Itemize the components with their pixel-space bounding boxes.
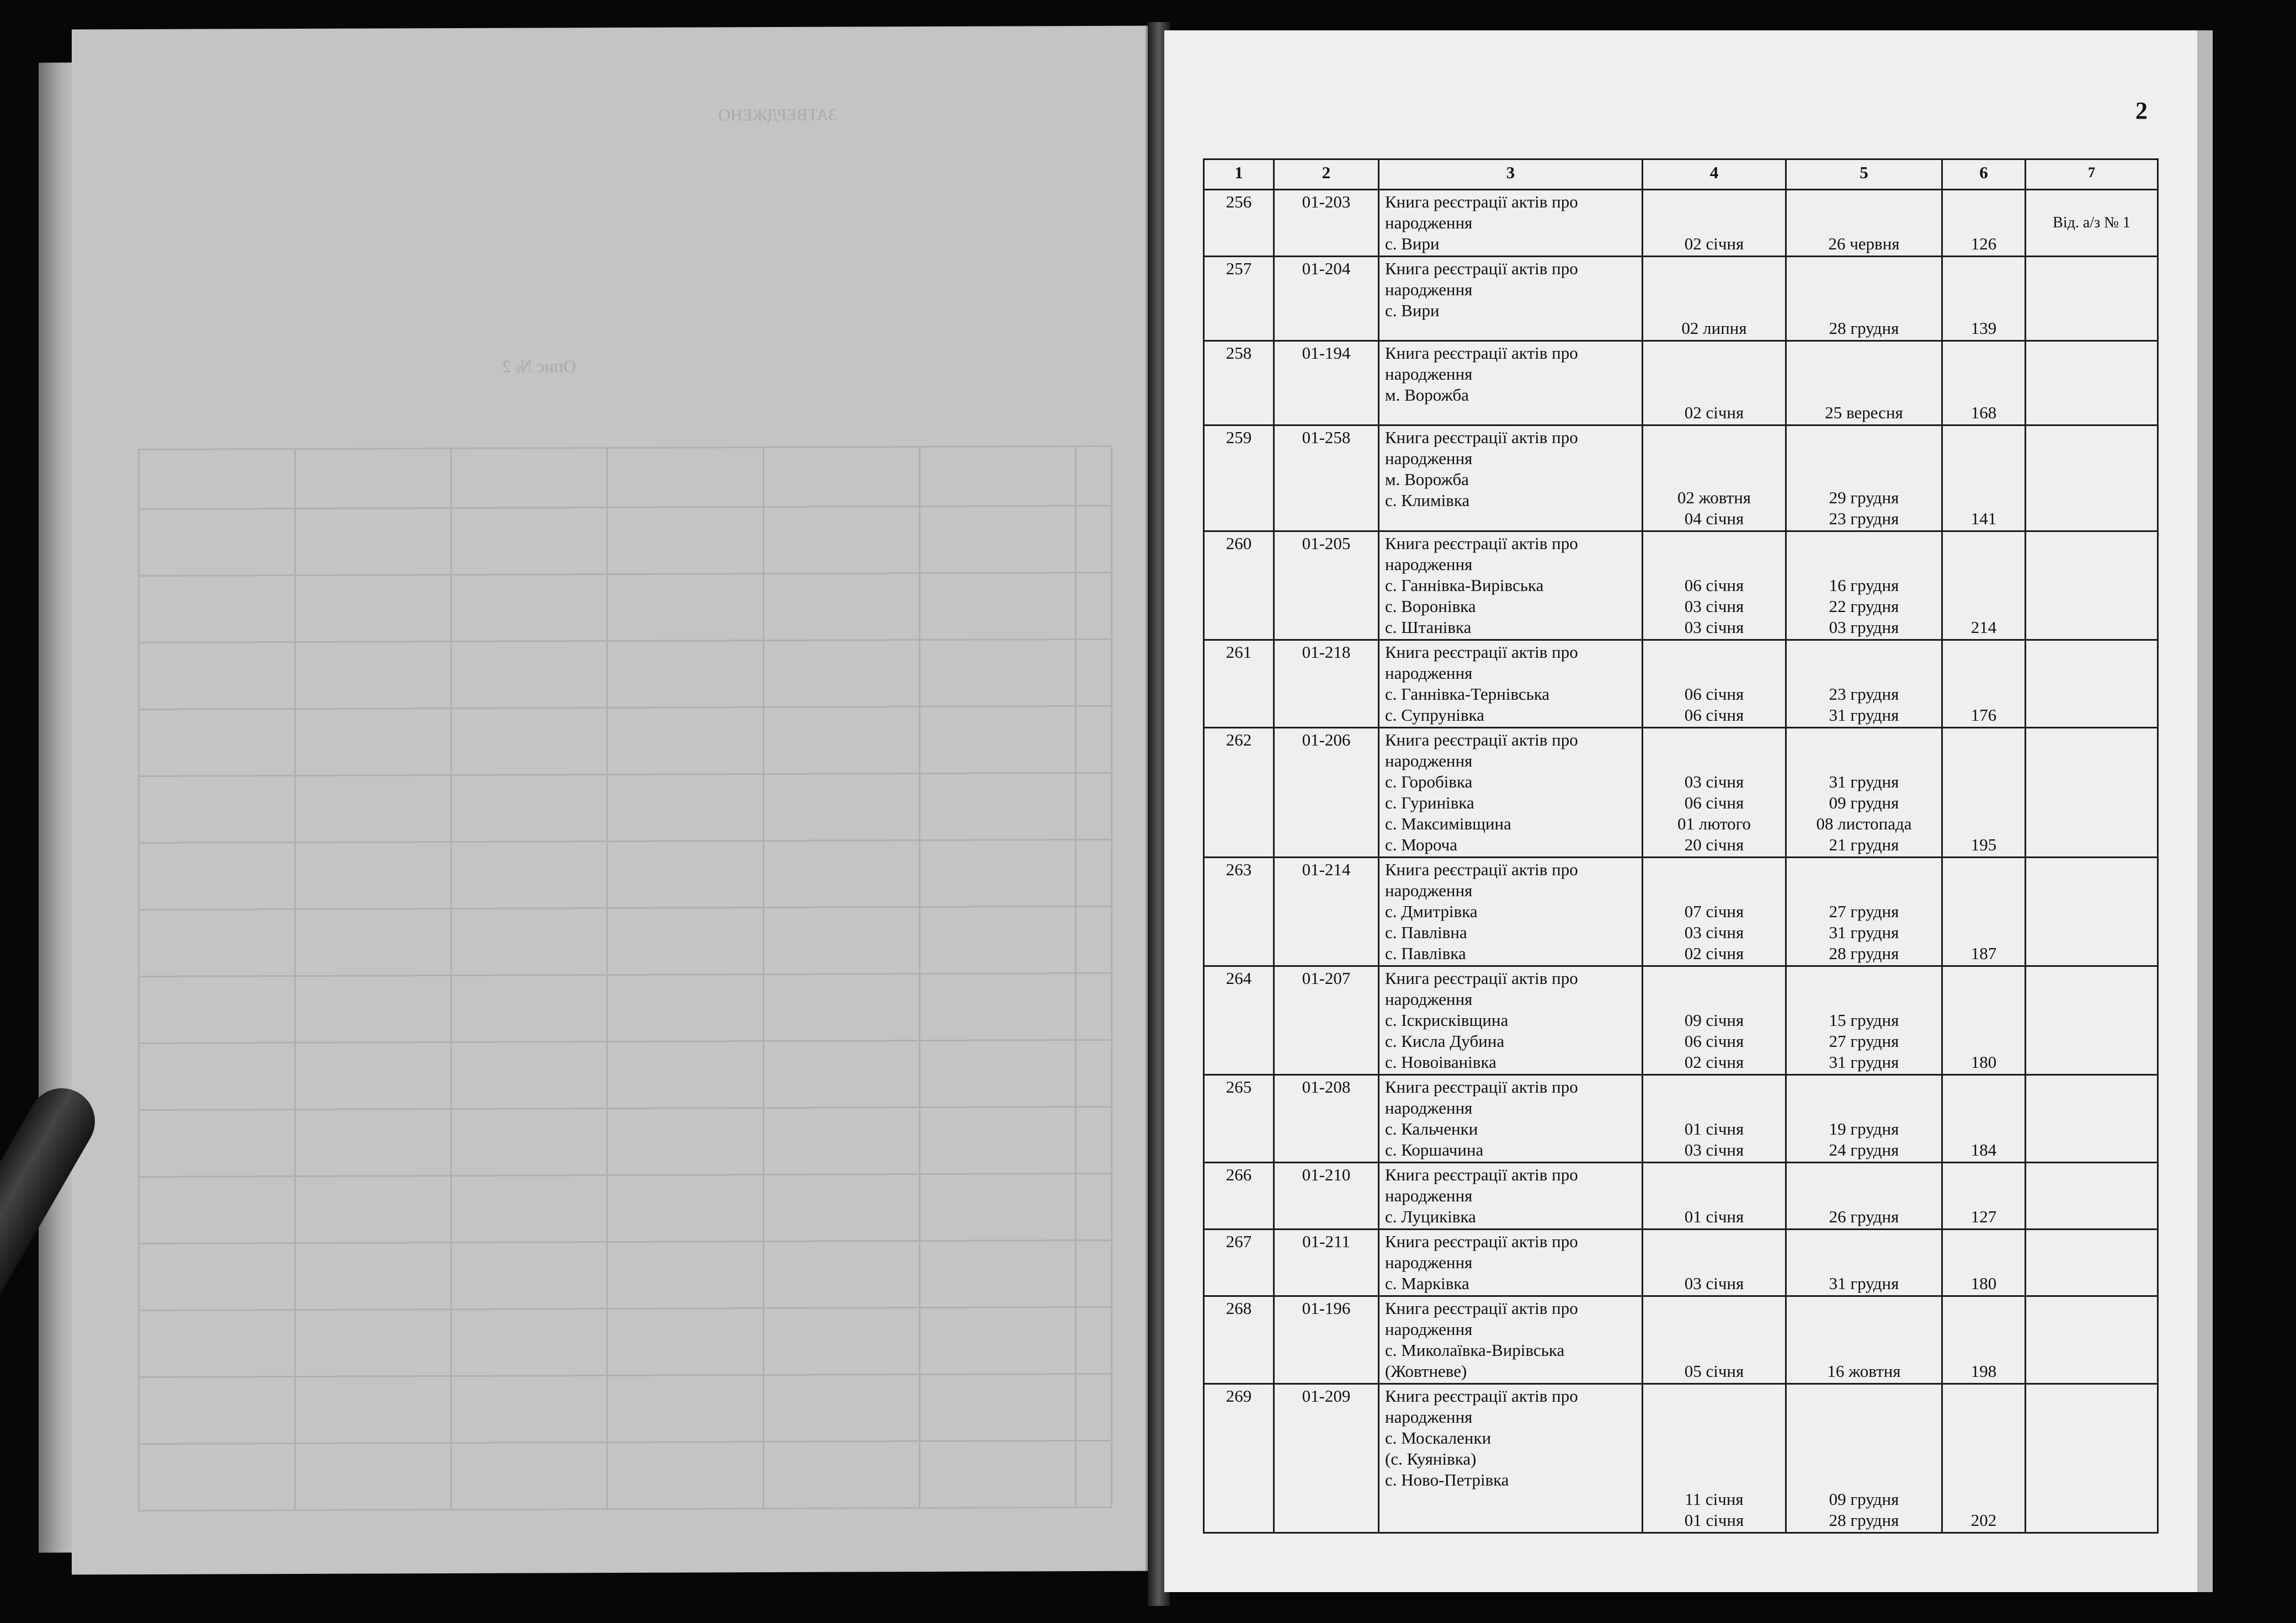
case-title-line: народження bbox=[1385, 1407, 1473, 1427]
case-title-line: народження bbox=[1385, 449, 1473, 468]
end-dates-line: 21 грудня bbox=[1829, 835, 1899, 854]
page-count: 168 bbox=[1942, 341, 2026, 425]
start-dates-line: 03 січня bbox=[1684, 772, 1744, 791]
start-dates bbox=[1643, 640, 1786, 728]
case-title bbox=[1379, 190, 1643, 257]
case-title-line: с. Мороча bbox=[1385, 835, 1458, 854]
case-title-line: с. Миколаївка-Вирівська bbox=[1385, 1340, 1565, 1360]
case-title-line: с. Вири bbox=[1385, 301, 1440, 320]
case-title-line: Книга реєстрації актів про bbox=[1385, 428, 1578, 447]
row-number: 268 bbox=[1204, 1296, 1274, 1384]
case-title-line: народження bbox=[1385, 1319, 1473, 1339]
case-title bbox=[1379, 1296, 1643, 1384]
case-title-line: Книга реєстрації актів про bbox=[1385, 343, 1578, 363]
page-count: 141 bbox=[1942, 425, 2026, 531]
case-title-line: Книга реєстрації актів про bbox=[1385, 860, 1578, 879]
case-title-line: с. Марківка bbox=[1385, 1274, 1469, 1293]
case-title-line: с. Коршачина bbox=[1385, 1140, 1484, 1159]
case-title bbox=[1379, 1230, 1643, 1296]
notes bbox=[2026, 1384, 2158, 1533]
table-row bbox=[1204, 640, 2158, 728]
case-title-line: Книга реєстрації актів про bbox=[1385, 534, 1578, 553]
notes: Від. а/з № 1 bbox=[2026, 190, 2158, 257]
row-number: 261 bbox=[1204, 640, 1274, 728]
table-row bbox=[1204, 1230, 2158, 1296]
case-title-line: с. Луциківка bbox=[1385, 1207, 1476, 1226]
end-dates bbox=[1786, 190, 1942, 257]
end-dates-line: 28 грудня bbox=[1829, 944, 1899, 963]
end-dates-line: 29 грудня bbox=[1829, 488, 1899, 507]
case-title bbox=[1379, 1075, 1643, 1163]
table-row bbox=[1204, 531, 2158, 640]
case-title-line: народження bbox=[1385, 751, 1473, 770]
case-title bbox=[1379, 640, 1643, 728]
page-edge-stack bbox=[39, 62, 72, 1552]
case-title-line: с. Павлівна bbox=[1385, 923, 1467, 942]
end-dates-line: 27 грудня bbox=[1829, 902, 1899, 921]
case-title-line: с. Горобівка bbox=[1385, 772, 1473, 791]
case-title-line: народження bbox=[1385, 213, 1473, 232]
col-header-7: 7 bbox=[2026, 159, 2158, 190]
case-title-line: Книга реєстрації актів про bbox=[1385, 1386, 1578, 1406]
notes bbox=[2026, 1296, 2158, 1384]
case-title-line: народження bbox=[1385, 555, 1473, 574]
end-dates bbox=[1786, 257, 1942, 341]
end-dates-line: 24 грудня bbox=[1829, 1140, 1899, 1159]
notes bbox=[2026, 640, 2158, 728]
start-dates bbox=[1643, 190, 1786, 257]
row-number: 266 bbox=[1204, 1163, 1274, 1230]
row-number: 259 bbox=[1204, 425, 1274, 531]
page-count: 127 bbox=[1942, 1163, 2026, 1230]
case-title-line: с. Климівка bbox=[1385, 491, 1470, 510]
case-title-line: Книга реєстрації актів про bbox=[1385, 259, 1578, 278]
start-dates bbox=[1643, 858, 1786, 966]
case-title-line: с. Супрунівка bbox=[1385, 705, 1485, 725]
col-header-2: 2 bbox=[1274, 159, 1379, 190]
case-code: 01-218 bbox=[1274, 640, 1379, 728]
case-title-line: (Жовтневе) bbox=[1385, 1361, 1467, 1381]
col-header-5: 5 bbox=[1786, 159, 1942, 190]
end-dates bbox=[1786, 1163, 1942, 1230]
case-title-line: Книга реєстрації актів про bbox=[1385, 969, 1578, 988]
row-number: 269 bbox=[1204, 1384, 1274, 1533]
case-code: 01-194 bbox=[1274, 341, 1379, 425]
end-dates-line: 31 грудня bbox=[1829, 772, 1899, 791]
row-number: 258 bbox=[1204, 341, 1274, 425]
left-page bbox=[72, 26, 1153, 1575]
table-row bbox=[1204, 966, 2158, 1075]
start-dates-line: 03 січня bbox=[1684, 1274, 1744, 1293]
start-dates-line: 01 лютого bbox=[1677, 814, 1751, 833]
row-number: 264 bbox=[1204, 966, 1274, 1075]
case-title-line: с. Ганнівка-Вирівська bbox=[1385, 576, 1544, 595]
case-title-line: с. Вири bbox=[1385, 234, 1440, 253]
end-dates-line: 03 грудня bbox=[1829, 618, 1899, 637]
case-title-line: Книга реєстрації актів про bbox=[1385, 730, 1578, 749]
start-dates-line: 03 січня bbox=[1684, 618, 1744, 637]
case-title-line: народження bbox=[1385, 1186, 1473, 1205]
notes bbox=[2026, 257, 2158, 341]
start-dates-line: 02 жовтня bbox=[1677, 488, 1751, 507]
page-count: 180 bbox=[1942, 1230, 2026, 1296]
case-title-line: Книга реєстрації актів про bbox=[1385, 1077, 1578, 1097]
start-dates bbox=[1643, 966, 1786, 1075]
col-header-3: 3 bbox=[1379, 159, 1643, 190]
case-title-line: Книга реєстрації актів про bbox=[1385, 192, 1578, 211]
case-title-line: с. Іскрисківщина bbox=[1385, 1010, 1509, 1030]
case-title-line: народження bbox=[1385, 989, 1473, 1009]
row-number: 267 bbox=[1204, 1230, 1274, 1296]
case-code: 01-196 bbox=[1274, 1296, 1379, 1384]
table-row bbox=[1204, 341, 2158, 425]
start-dates-line: 03 січня bbox=[1684, 1140, 1744, 1159]
case-code: 01-208 bbox=[1274, 1075, 1379, 1163]
case-title-line: с. Воронівка bbox=[1385, 597, 1476, 616]
end-dates-line: 28 грудня bbox=[1829, 1510, 1899, 1530]
start-dates bbox=[1643, 1230, 1786, 1296]
case-title-line: с. Кальченки bbox=[1385, 1119, 1478, 1138]
case-title-line: с. Кисла Дубина bbox=[1385, 1031, 1505, 1051]
start-dates-line: 01 січня bbox=[1684, 1510, 1744, 1530]
mirrored-inventory-title: Опис № 2 bbox=[502, 356, 577, 376]
col-header-4: 4 bbox=[1643, 159, 1786, 190]
case-title-line: с. Ганнівка-Тернівська bbox=[1385, 684, 1550, 704]
case-title-line: народження bbox=[1385, 1253, 1473, 1272]
case-title-line: с. Павлівка bbox=[1385, 944, 1466, 963]
case-title-line: народження bbox=[1385, 364, 1473, 384]
page-count: 139 bbox=[1942, 257, 2026, 341]
notes bbox=[2026, 1230, 2158, 1296]
end-dates bbox=[1786, 1075, 1942, 1163]
start-dates-line: 06 січня bbox=[1684, 576, 1744, 595]
start-dates-line: 03 січня bbox=[1684, 923, 1744, 942]
start-dates bbox=[1643, 341, 1786, 425]
end-dates bbox=[1786, 858, 1942, 966]
case-title bbox=[1379, 531, 1643, 640]
case-title bbox=[1379, 341, 1643, 425]
start-dates-line: 04 січня bbox=[1684, 509, 1744, 528]
notes bbox=[2026, 1163, 2158, 1230]
row-number: 265 bbox=[1204, 1075, 1274, 1163]
start-dates-line: 11 січня bbox=[1685, 1489, 1744, 1509]
notes bbox=[2026, 1075, 2158, 1163]
table-row bbox=[1204, 1075, 2158, 1163]
start-dates-line: 06 січня bbox=[1684, 793, 1744, 812]
end-dates-line: 27 грудня bbox=[1829, 1031, 1899, 1051]
case-title-line: с. Москаленки bbox=[1385, 1428, 1491, 1448]
start-dates bbox=[1643, 1296, 1786, 1384]
row-number: 256 bbox=[1204, 190, 1274, 257]
end-dates bbox=[1786, 1296, 1942, 1384]
end-dates-line: 16 грудня bbox=[1829, 576, 1899, 595]
end-dates bbox=[1786, 1230, 1942, 1296]
end-dates-line: 15 грудня bbox=[1829, 1010, 1899, 1030]
case-title-line: Книга реєстрації актів про bbox=[1385, 642, 1578, 662]
start-dates-line: 03 січня bbox=[1684, 597, 1744, 616]
page-number: 2 bbox=[2135, 97, 2148, 124]
table-row bbox=[1204, 257, 2158, 341]
case-code: 01-258 bbox=[1274, 425, 1379, 531]
start-dates-line: 01 січня bbox=[1684, 1207, 1744, 1226]
table-row bbox=[1204, 190, 2158, 257]
start-dates-line: 02 січня bbox=[1684, 403, 1744, 422]
notes bbox=[2026, 425, 2158, 531]
page-count: 195 bbox=[1942, 728, 2026, 858]
table-row bbox=[1204, 1296, 2158, 1384]
start-dates bbox=[1643, 531, 1786, 640]
case-title bbox=[1379, 1384, 1643, 1533]
mirrored-table-bleedthrough bbox=[138, 445, 1112, 1512]
start-dates bbox=[1643, 1163, 1786, 1230]
case-title-line: народження bbox=[1385, 280, 1473, 299]
end-dates-line: 28 грудня bbox=[1829, 318, 1899, 338]
case-title-line: с. Ново-Петрівка bbox=[1385, 1470, 1509, 1489]
start-dates-line: 02 липня bbox=[1681, 318, 1747, 338]
table-header-row bbox=[1204, 159, 2158, 190]
case-title-line: с. Максимівщина bbox=[1385, 814, 1511, 833]
case-code: 01-206 bbox=[1274, 728, 1379, 858]
case-title-line: с. Дмитрівка bbox=[1385, 902, 1478, 921]
start-dates-line: 06 січня bbox=[1684, 684, 1744, 704]
end-dates bbox=[1786, 341, 1942, 425]
col-header-6: 6 bbox=[1942, 159, 2026, 190]
start-dates-line: 20 січня bbox=[1684, 835, 1744, 854]
case-title-line: народження bbox=[1385, 1098, 1473, 1118]
end-dates bbox=[1786, 966, 1942, 1075]
end-dates bbox=[1786, 425, 1942, 531]
case-code: 01-211 bbox=[1274, 1230, 1379, 1296]
case-code: 01-210 bbox=[1274, 1163, 1379, 1230]
end-dates bbox=[1786, 531, 1942, 640]
notes bbox=[2026, 966, 2158, 1075]
page-count: 184 bbox=[1942, 1075, 2026, 1163]
page-count: 187 bbox=[1942, 858, 2026, 966]
case-title-line: Книга реєстрації актів про bbox=[1385, 1232, 1578, 1251]
end-dates-line: 31 грудня bbox=[1829, 1052, 1899, 1072]
end-dates-line: 23 грудня bbox=[1829, 509, 1899, 528]
start-dates-line: 02 січня bbox=[1684, 1052, 1744, 1072]
start-dates-line: 06 січня bbox=[1684, 705, 1744, 725]
page-count: 202 bbox=[1942, 1384, 2026, 1533]
end-dates-line: 16 жовтня bbox=[1827, 1361, 1901, 1381]
notes bbox=[2026, 728, 2158, 858]
page-count: 198 bbox=[1942, 1296, 2026, 1384]
table-row bbox=[1204, 858, 2158, 966]
end-dates-line: 31 грудня bbox=[1829, 1274, 1899, 1293]
case-code: 01-209 bbox=[1274, 1384, 1379, 1533]
start-dates bbox=[1643, 728, 1786, 858]
page-count: 180 bbox=[1942, 966, 2026, 1075]
case-title-line: с. Гуринівка bbox=[1385, 793, 1474, 812]
start-dates-line: 06 січня bbox=[1684, 1031, 1744, 1051]
case-title-line: с. Новоіванівка bbox=[1385, 1052, 1496, 1072]
row-number: 260 bbox=[1204, 531, 1274, 640]
case-title-line: (с. Куянівка) bbox=[1385, 1449, 1477, 1468]
start-dates-line: 09 січня bbox=[1684, 1010, 1744, 1030]
end-dates bbox=[1786, 728, 1942, 858]
case-title-line: народження bbox=[1385, 881, 1473, 900]
case-title-line: м. Ворожба bbox=[1385, 385, 1469, 405]
end-dates bbox=[1786, 1384, 1942, 1533]
end-dates-line: 23 грудня bbox=[1829, 684, 1899, 704]
case-title bbox=[1379, 858, 1643, 966]
end-dates-line: 09 грудня bbox=[1829, 793, 1899, 812]
end-dates-line: 19 грудня bbox=[1829, 1119, 1899, 1138]
case-title bbox=[1379, 1163, 1643, 1230]
end-dates-line: 22 грудня bbox=[1829, 597, 1899, 616]
end-dates bbox=[1786, 640, 1942, 728]
page-count: 176 bbox=[1942, 640, 2026, 728]
notes bbox=[2026, 531, 2158, 640]
start-dates-line: 02 січня bbox=[1684, 944, 1744, 963]
table-row bbox=[1204, 1163, 2158, 1230]
mirrored-approval-header: ЗАТВЕРДЖЕНО bbox=[718, 105, 837, 125]
end-dates-line: 26 грудня bbox=[1829, 1207, 1899, 1226]
case-title bbox=[1379, 425, 1643, 531]
start-dates bbox=[1643, 1075, 1786, 1163]
table-row bbox=[1204, 728, 2158, 858]
inventory-table bbox=[1203, 158, 2159, 1534]
end-dates-line: 25 вересня bbox=[1825, 403, 1903, 422]
table-body bbox=[1204, 190, 2158, 1533]
col-header-1: 1 bbox=[1204, 159, 1274, 190]
start-dates-line: 05 січня bbox=[1684, 1361, 1744, 1381]
end-dates-line: 31 грудня bbox=[1829, 705, 1899, 725]
case-code: 01-204 bbox=[1274, 257, 1379, 341]
case-title-line: м. Ворожба bbox=[1385, 470, 1469, 489]
case-title bbox=[1379, 966, 1643, 1075]
case-title-line: с. Штанівка bbox=[1385, 618, 1472, 637]
end-dates-line: 09 грудня bbox=[1829, 1489, 1899, 1509]
table-row bbox=[1204, 425, 2158, 531]
notes bbox=[2026, 858, 2158, 966]
case-code: 01-205 bbox=[1274, 531, 1379, 640]
notes bbox=[2026, 341, 2158, 425]
case-title bbox=[1379, 257, 1643, 341]
case-title-line: народження bbox=[1385, 663, 1473, 683]
case-code: 01-203 bbox=[1274, 190, 1379, 257]
end-dates-line: 26 червня bbox=[1828, 234, 1900, 253]
page-count: 126 bbox=[1942, 190, 2026, 257]
right-page bbox=[1164, 30, 2213, 1592]
start-dates bbox=[1643, 257, 1786, 341]
end-dates-line: 08 листопада bbox=[1816, 814, 1912, 833]
start-dates bbox=[1643, 1384, 1786, 1533]
case-title bbox=[1379, 728, 1643, 858]
start-dates-line: 07 січня bbox=[1684, 902, 1744, 921]
end-dates-line: 31 грудня bbox=[1829, 923, 1899, 942]
page-count: 214 bbox=[1942, 531, 2026, 640]
start-dates-line: 01 січня bbox=[1684, 1119, 1744, 1138]
row-number: 263 bbox=[1204, 858, 1274, 966]
row-number: 262 bbox=[1204, 728, 1274, 858]
case-code: 01-214 bbox=[1274, 858, 1379, 966]
case-title-line: Книга реєстрації актів про bbox=[1385, 1299, 1578, 1318]
row-number: 257 bbox=[1204, 257, 1274, 341]
case-code: 01-207 bbox=[1274, 966, 1379, 1075]
start-dates bbox=[1643, 425, 1786, 531]
case-title-line: Книга реєстрації актів про bbox=[1385, 1165, 1578, 1184]
start-dates-line: 02 січня bbox=[1684, 234, 1744, 253]
table-row bbox=[1204, 1384, 2158, 1533]
